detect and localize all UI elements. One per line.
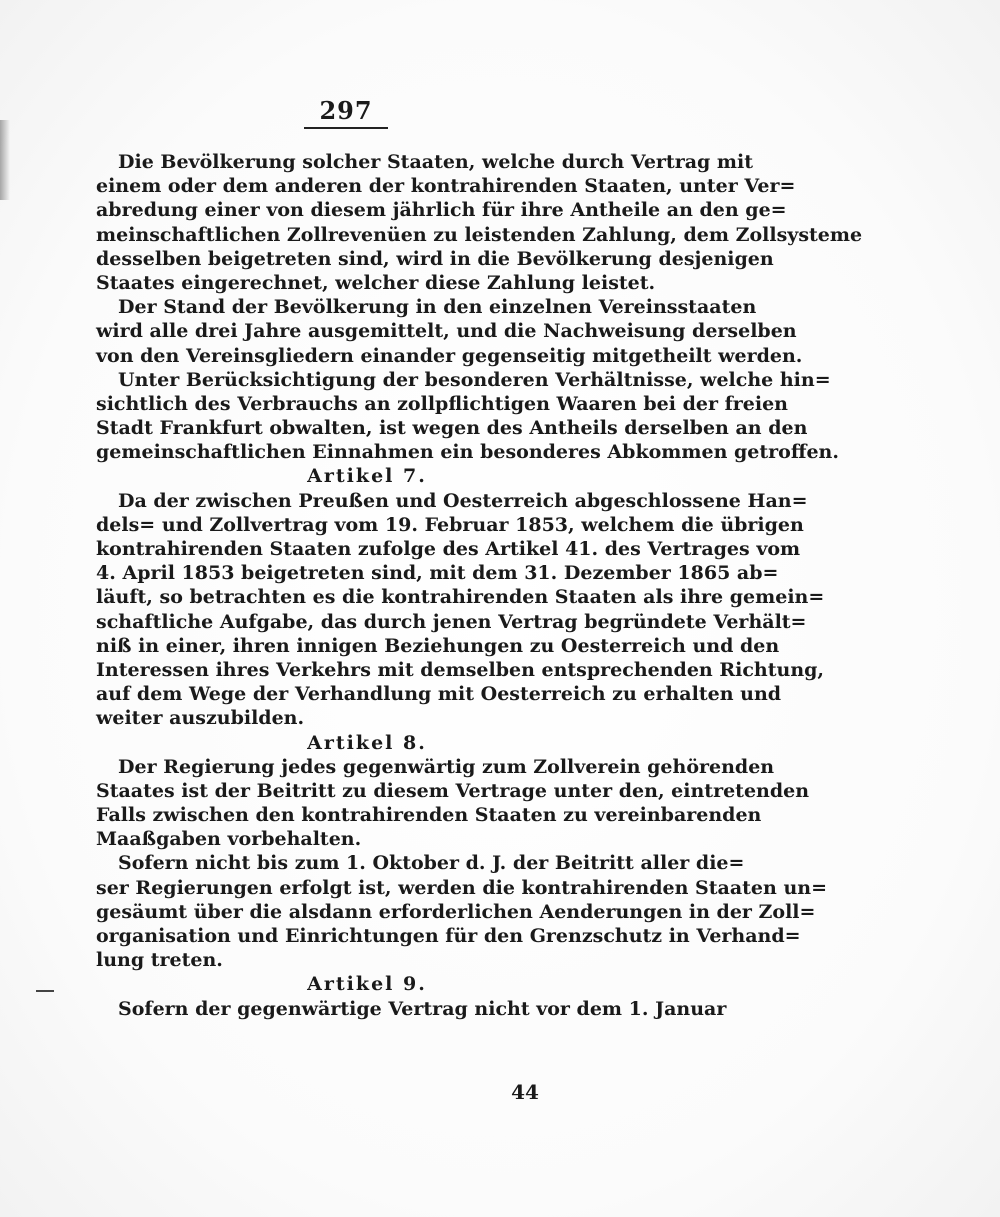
text-line: läuft, so betrachten es die kontrahirenden Staaten als ihre gemein= xyxy=(96,586,825,609)
page-number-rule xyxy=(304,127,388,129)
text-line: weiter auszubilden. xyxy=(96,707,305,730)
text-line: dels= und Zollvertrag vom 19. Februar 1853, welchem die übrigen xyxy=(96,513,804,536)
text-line: von den Vereinsgliedern einander gegenseitig mitgetheilt werden. xyxy=(96,344,803,367)
article-heading: Artikel 7. xyxy=(307,465,427,488)
text-line: desselben beigetreten sind, wird in die Bevölkerung desjenigen xyxy=(96,247,774,270)
text-line: Stadt Frankfurt obwalten, ist wegen des Antheils derselben an den xyxy=(96,417,808,440)
text-line: gemeinschaftlichen Einnahmen ein besonderes Abkommen getroffen. xyxy=(96,441,839,464)
text-line: sichtlich des Verbrauchs an zollpflichtigen Waaren bei der freien xyxy=(96,392,788,415)
text-line: Staates eingerechnet, welcher diese Zahlung leistet. xyxy=(96,271,656,294)
binding-edge-shadow xyxy=(0,120,10,200)
text-line: auf dem Wege der Verhandlung mit Oesterreich zu erhalten und xyxy=(96,683,782,706)
signature-mark: 44 xyxy=(511,1080,539,1104)
text-line: Sofern der gegenwärtige Vertrag nicht vor dem 1. Januar xyxy=(118,997,727,1020)
article-heading: Artikel 9. xyxy=(307,973,427,996)
text-line: kontrahirenden Staaten zufolge des Artikel 41. des Vertrages vom xyxy=(96,538,801,560)
text-line: 4. April 1853 beigetreten sind, mit dem 31. Dezember 1865 ab= xyxy=(96,562,779,585)
text-line: Interessen ihres Verkehrs mit demselben entsprechenden Richtung, xyxy=(96,658,825,681)
text-line: Da der zwischen Preußen und Oesterreich abgeschlossene Han= xyxy=(118,489,808,512)
text-line: abredung einer von diesem jährlich für ihre Antheile an den ge= xyxy=(96,199,787,222)
body-text xyxy=(96,150,863,1021)
text-line: wird alle drei Jahre ausgemittelt, und die Nachweisung derselben xyxy=(96,320,797,343)
text-line: schaftliche Aufgabe, das durch jenen Vertrag begründete Verhält= xyxy=(96,610,807,633)
text-line: gesäumt über die alsdann erforderlichen Aenderungen in der Zoll= xyxy=(96,900,816,923)
text-line: Staates ist der Beitritt zu diesem Vertrage unter den, eintretenden xyxy=(96,779,810,802)
text-line: Unter Berücksichtigung der besonderen Verhältnisse, welche hin= xyxy=(118,368,831,391)
text-line: einem oder dem anderen der kontrahirenden Staaten, unter Ver= xyxy=(96,175,796,198)
text-line: Sofern nicht bis zum 1. Oktober d. J. der Beitritt aller die= xyxy=(118,852,745,875)
text-line: Der Stand der Bevölkerung in den einzelnen Vereinsstaaten xyxy=(118,296,757,319)
text-line: ser Regierungen erfolgt ist, werden die kontrahirenden Staaten un= xyxy=(96,876,827,899)
text-line: meinschaftlichen Zollrevenüen zu leistenden Zahlung, dem Zollsysteme xyxy=(96,223,863,246)
article-heading: Artikel 8. xyxy=(307,731,427,754)
text-line: Maaßgaben vorbehalten. xyxy=(96,828,362,851)
text-line: lung treten. xyxy=(96,949,223,972)
text-line: niß in einer, ihren innigen Beziehungen zu Oesterreich und den xyxy=(96,634,780,657)
text-line: Die Bevölkerung solcher Staaten, welche durch Vertrag mit xyxy=(118,151,754,173)
text-line: Falls zwischen den kontrahirenden Staaten zu vereinbarenden xyxy=(96,804,762,827)
margin-mark xyxy=(36,990,54,992)
page-number: 297 xyxy=(319,96,373,125)
text-line: Der Regierung jedes gegenwärtig zum Zollverein gehörenden xyxy=(118,755,775,778)
text-line: organisation und Einrichtungen für den Grenzschutz in Verhand= xyxy=(96,925,801,947)
